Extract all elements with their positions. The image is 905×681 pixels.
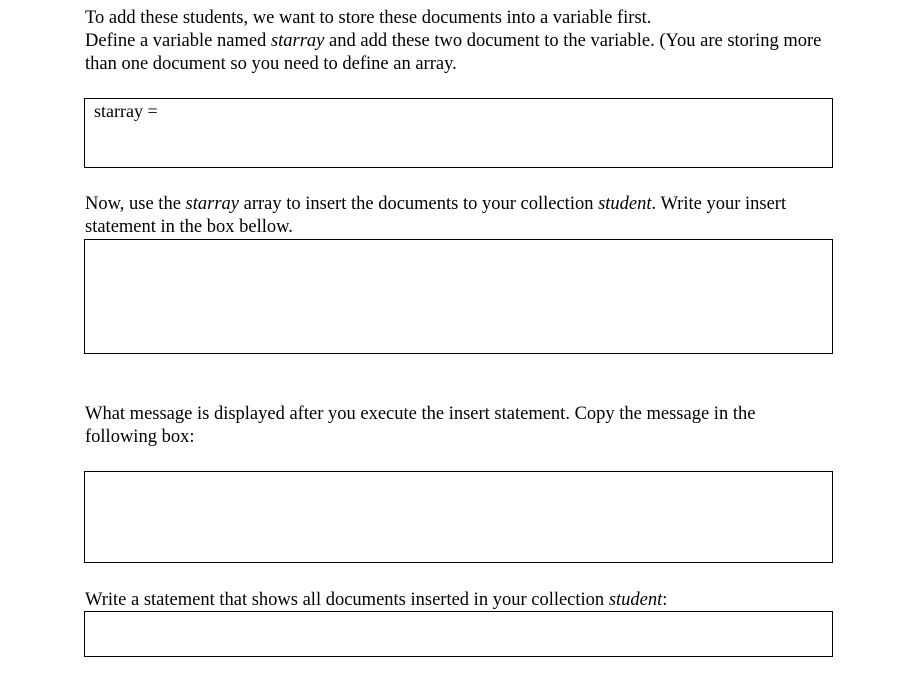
q2-suffix: . Write your insert statement in the box bellow. xyxy=(85,194,787,237)
q2-array-name: starray xyxy=(185,194,239,214)
starray-answer-box[interactable] xyxy=(84,98,833,168)
starray-prefill-text: starray = xyxy=(94,101,158,121)
q2-prefix: Now, use the xyxy=(85,194,186,214)
q2-instructions xyxy=(85,193,825,239)
q4-suffix: : xyxy=(662,590,668,610)
q3-text: What message is displayed after you execute the insert statement. Copy the message in the following box: xyxy=(85,404,756,447)
q3-instructions xyxy=(85,403,825,449)
q2-middle: array to insert the documents to your collection xyxy=(238,194,599,214)
q4-prefix: Write a statement that shows all documents inserted in your collection xyxy=(85,590,609,610)
q1-line1: To add these students, we want to store these documents into a variable first. xyxy=(85,8,652,28)
insert-statement-answer-box[interactable] xyxy=(84,239,833,354)
q1-line2-suffix: and add these two document to the variable. (You are storing more than one document so you need to define an array. xyxy=(85,31,822,74)
q1-instructions xyxy=(85,7,825,76)
q2-collection-name: student xyxy=(598,194,652,214)
insert-message-answer-box[interactable] xyxy=(84,471,833,563)
find-statement-answer-box[interactable] xyxy=(84,611,833,657)
q1-line2-prefix: Define a variable named xyxy=(85,31,271,51)
q4-collection-name: student xyxy=(608,590,663,610)
q1-variable-name: starray xyxy=(270,31,325,51)
q4-instructions xyxy=(85,589,825,612)
